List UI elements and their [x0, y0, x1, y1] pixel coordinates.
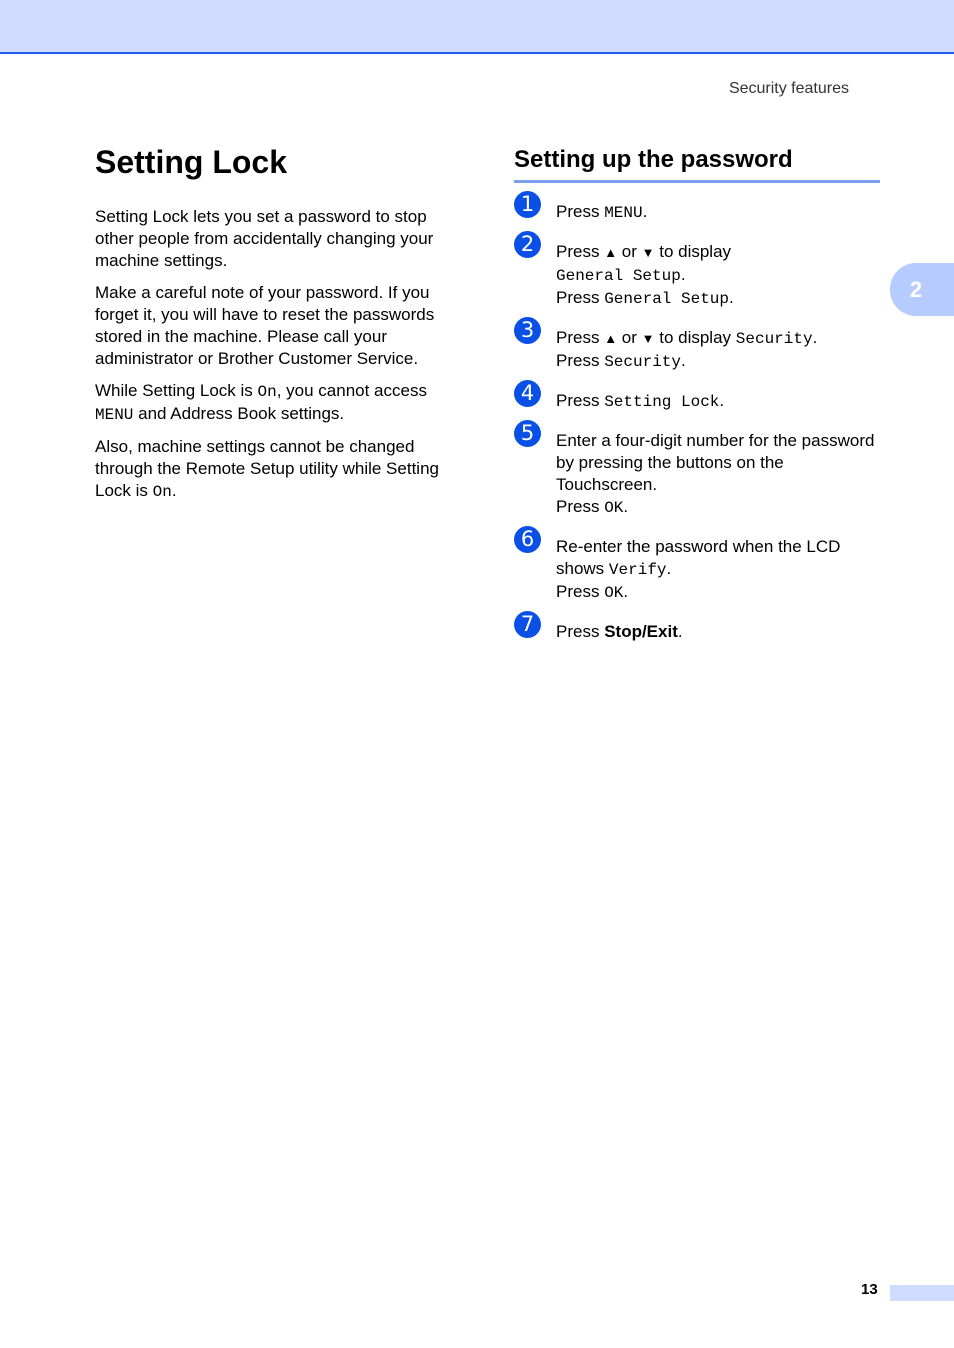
chapter-tab	[890, 263, 954, 316]
step-number-icon: 6	[514, 526, 541, 553]
text: .	[666, 559, 672, 578]
text: Press	[556, 622, 605, 641]
step-number-icon: 7	[514, 611, 541, 638]
text: .	[642, 202, 648, 221]
text: Re-enter the password when the LCD shows	[556, 537, 841, 578]
text: .	[812, 328, 818, 347]
text: to display	[654, 242, 732, 261]
text: .	[677, 622, 683, 641]
step-list	[514, 192, 880, 643]
top-band	[0, 0, 954, 54]
text: , you cannot access	[276, 381, 427, 400]
menu-value: MENU	[604, 204, 643, 222]
page-tab	[890, 1285, 954, 1301]
text: Press	[556, 202, 605, 221]
step-6	[514, 527, 880, 604]
left-column	[95, 140, 465, 513]
text: Press	[556, 288, 605, 307]
text: .	[719, 391, 725, 410]
text: .	[171, 481, 177, 500]
setting-value: Setting Lock	[604, 393, 720, 411]
access-paragraph	[95, 380, 465, 426]
text: Press	[556, 391, 605, 410]
step-number-icon: 1	[514, 191, 541, 218]
step-number-icon: 4	[514, 380, 541, 407]
text: .	[623, 582, 629, 601]
step-4	[514, 381, 880, 413]
step-2	[514, 232, 880, 310]
intro-paragraph: Setting Lock lets you set a password to stop other people from accidentally changing your machine settings.	[95, 207, 434, 270]
text: Press	[556, 351, 605, 370]
text: to display	[654, 328, 736, 347]
up-arrow-icon: ▲	[604, 245, 618, 260]
step-3	[514, 318, 880, 373]
page-title: Setting Lock	[95, 144, 288, 180]
setting-value: General Setup	[604, 290, 730, 308]
text: or	[617, 242, 642, 261]
text: or	[617, 328, 642, 347]
text: Press	[556, 582, 605, 601]
text: Also, machine settings cannot be changed through the Remote Setup utility while Setting Lock is	[95, 437, 439, 500]
step-5	[514, 421, 880, 519]
step-number-icon: 3	[514, 317, 541, 344]
on-value: On	[257, 383, 277, 401]
text: .	[681, 351, 686, 370]
setting-value: Security	[604, 353, 681, 371]
chapter-number: 2	[909, 277, 923, 302]
step-number-icon: 2	[514, 231, 541, 258]
text: Press	[556, 242, 605, 261]
step-1	[514, 192, 880, 224]
text: .	[680, 265, 686, 284]
remote-setup-paragraph	[95, 436, 465, 503]
stop-exit-key: Stop/Exit	[604, 622, 678, 641]
text: and Address Book settings.	[133, 404, 345, 423]
step-7	[514, 612, 880, 643]
ok-value: OK	[604, 499, 624, 517]
menu-value: MENU	[95, 406, 134, 424]
text: .	[729, 288, 734, 307]
text: .	[623, 497, 629, 516]
right-column	[514, 140, 880, 660]
on-value: On	[152, 483, 172, 501]
text: Press	[556, 328, 605, 347]
ok-value: OK	[604, 584, 624, 602]
setting-value: General Setup	[556, 267, 681, 285]
text: While Setting Lock is	[95, 381, 258, 400]
verify-value: Verify	[608, 561, 667, 579]
text: Enter a four-digit number for the password by pressing the buttons on the Touchscreen.	[556, 431, 875, 494]
step-number-icon: 5	[514, 420, 541, 447]
page-number: 13	[861, 1281, 878, 1298]
note-paragraph: Make a careful note of your password. If you forget it, you will have to reset the passwords stored in the machine. Please call your administrator or Brother Customer Service.	[95, 283, 435, 368]
setting-value: Security	[735, 330, 813, 348]
section-heading: Setting up the password	[514, 140, 880, 183]
down-arrow-icon: ▼	[641, 331, 655, 346]
down-arrow-icon: ▼	[641, 245, 655, 260]
up-arrow-icon: ▲	[604, 331, 618, 346]
text: Press	[556, 497, 605, 516]
running-header: Security features	[728, 80, 849, 97]
